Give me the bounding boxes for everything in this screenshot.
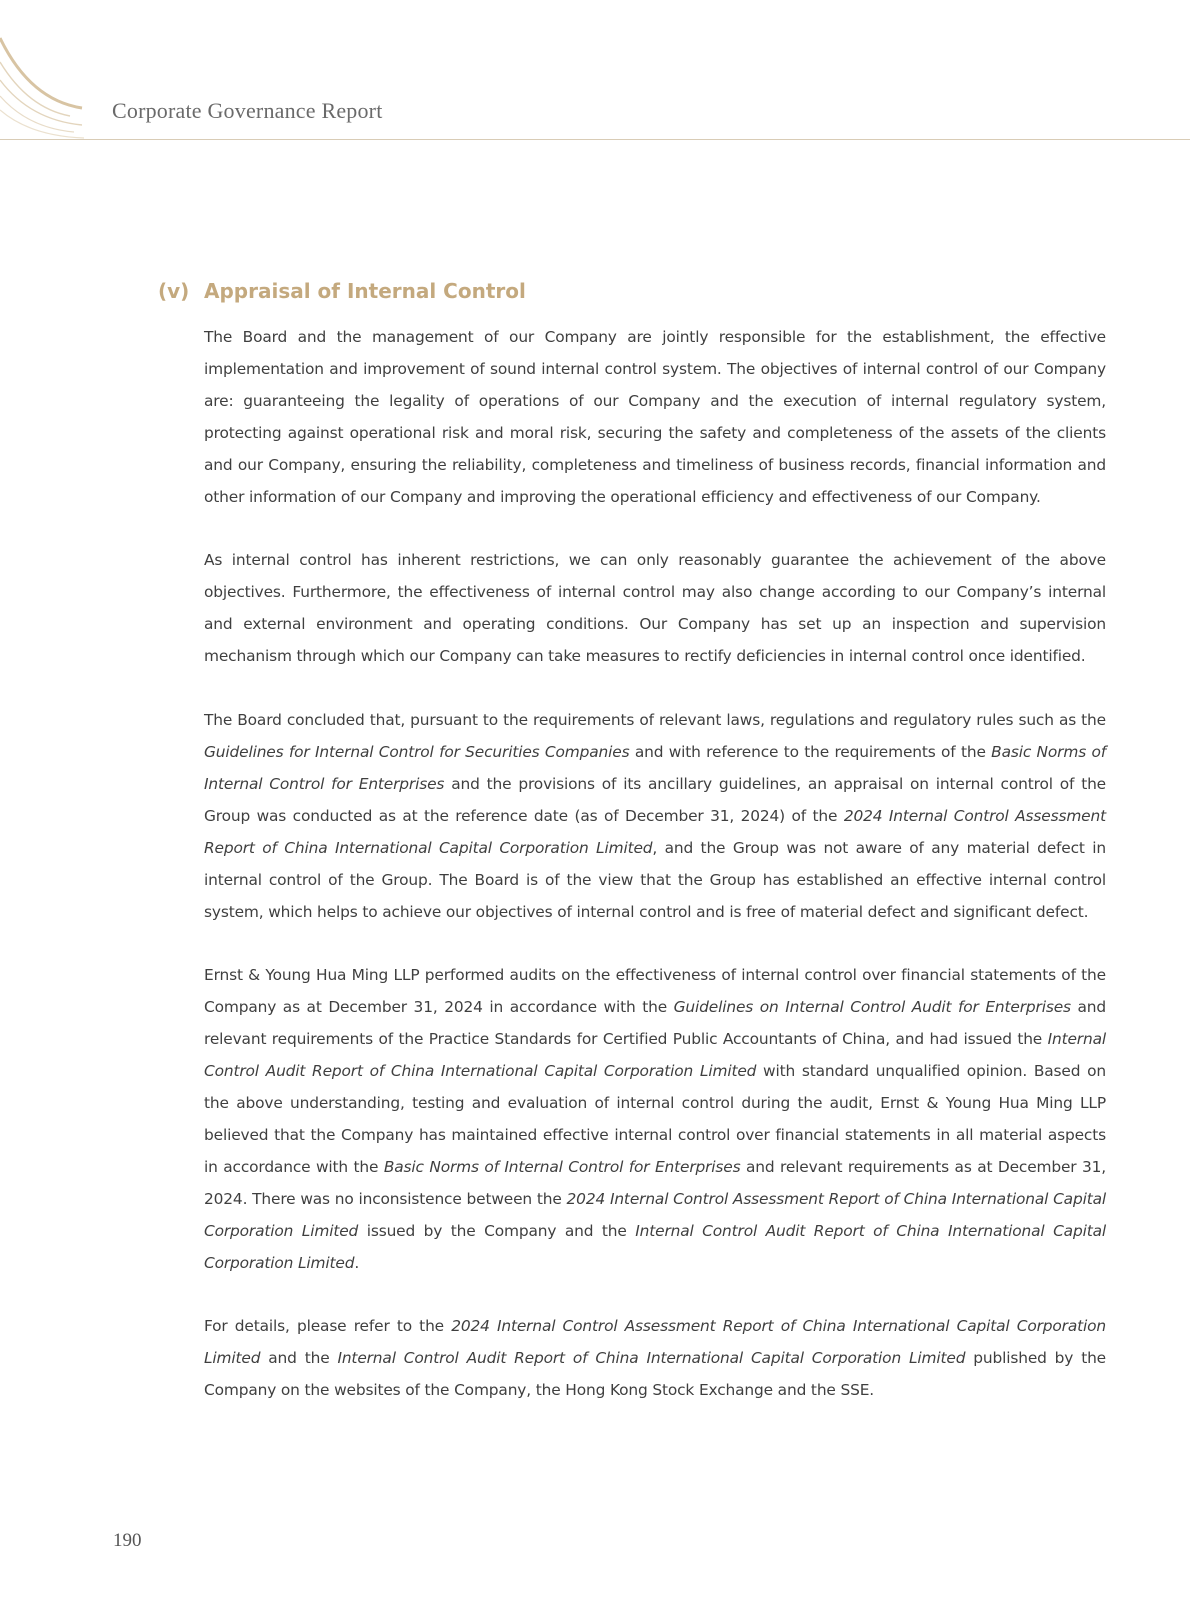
section-heading xyxy=(158,279,526,303)
italic-title-reference: 2024 Internal Control Assessment Report of China International Capital Corporation Limited xyxy=(204,1317,1107,1368)
italic-title-reference: Guidelines for Internal Control for Securities Companies xyxy=(204,742,630,761)
paragraph-responsibility xyxy=(204,322,1106,513)
italic-title-reference: Internal Control Audit Report of China International Capital Corporation Limited xyxy=(337,1349,966,1368)
text-run: The Board concluded that, pursuant to the requirements of relevant laws, regulations and regulatory rules such as the xyxy=(204,711,1106,730)
paragraph-restrictions xyxy=(204,545,1106,673)
italic-title-reference: 2024 Internal Control Assessment Report of China International Capital Corporation Limited xyxy=(204,1189,1106,1240)
text-run: and the provisions of its ancillary guidelines, an appraisal on internal control of the Group was conducted as at the reference date (as of December 31, 2024) of the xyxy=(204,774,1106,825)
text-run: , and the Group was not aware of any material defect in internal control of the Group. The Board is of the view that the Group has established an effective internal control system, which helps to achieve our objectives of internal control and is free of material defect and significant defect. xyxy=(204,838,1106,921)
italic-title-reference: 2024 Internal Control Assessment Report of China International Capital Corporation Limited xyxy=(204,806,1106,857)
paragraph-board-conclusion xyxy=(204,705,1106,928)
paragraph-details-reference xyxy=(204,1311,1106,1407)
text-run: published by the Company on the websites of the Company, the Hong Kong Stock Exchange and the SSE. xyxy=(204,1349,1106,1400)
italic-title-reference: Internal Control Audit Report of China International Capital Corporation Limited xyxy=(204,1030,1106,1081)
italic-title-reference: Basic Norms of Internal Control for Enterprises xyxy=(204,742,1106,793)
text-run: and the xyxy=(260,1349,338,1368)
text-run: and relevant requirements as at December 31, 2024. There was no inconsistence between the xyxy=(204,1157,1107,1208)
text-run: For details, please refer to the xyxy=(204,1317,452,1336)
running-header-title: Corporate Governance Report xyxy=(112,98,383,123)
header-divider xyxy=(0,139,1190,140)
italic-title-reference: Guidelines on Internal Control Audit for Enterprises xyxy=(673,998,1071,1017)
italic-title-reference: Internal Control Audit Report of China International Capital Corporation Limited xyxy=(204,1221,1107,1272)
text-run: and with reference to the requirements of the xyxy=(629,742,992,761)
text-run: The Board and the management of our Company are jointly responsible for the establishment, the effective implementation and improvement of sound internal control system. The objectives of internal control of our Company are: guaranteeing the legality of operations of our Company and the execution of internal regulatory system, protecting against operational risk and moral risk, securing the safety and completeness of the assets of the clients and our Company, ensuring the reliability, completeness and timeliness of business records, financial information and other information of our Company and improving the operational efficiency and effectiveness of our Company. xyxy=(204,328,1106,506)
text-run: and relevant requirements of the Practice Standards for Certified Public Accountants of China, and had issued the xyxy=(204,998,1107,1049)
decorative-arcs-icon xyxy=(0,30,100,145)
section-number: (v) xyxy=(158,279,190,303)
italic-title-reference: Basic Norms of Internal Control for Enterprises xyxy=(383,1157,741,1176)
page-number: 190 xyxy=(113,1530,142,1551)
paragraph-auditor-opinion xyxy=(204,960,1106,1279)
text-run: issued by the Company and the xyxy=(358,1221,636,1240)
text-run: Ernst & Young Hua Ming LLP performed audits on the effectiveness of internal control over financial statements of the Company as at December 31, 2024 in accordance with the xyxy=(204,966,1106,1017)
section-title: Appraisal of Internal Control xyxy=(204,279,526,303)
text-run: As internal control has inherent restrictions, we can only reasonably guarantee the achievement of the above objectives. Furthermore, the effectiveness of internal control may also change according to our Company’s internal and external environment and operating conditions. Our Company has set up an inspection and supervision mechanism through which our Company can take measures to rectify deficiencies in internal control once identified. xyxy=(204,551,1106,666)
text-run: with standard unqualified opinion. Based on the above understanding, testing and evaluation of internal control during the audit, Ernst & Young Hua Ming LLP believed that the Company has maintained effective internal control over financial statements in all material aspects in accordance with the xyxy=(204,1062,1107,1176)
body-content xyxy=(204,322,1106,1439)
text-run: . xyxy=(354,1253,360,1272)
